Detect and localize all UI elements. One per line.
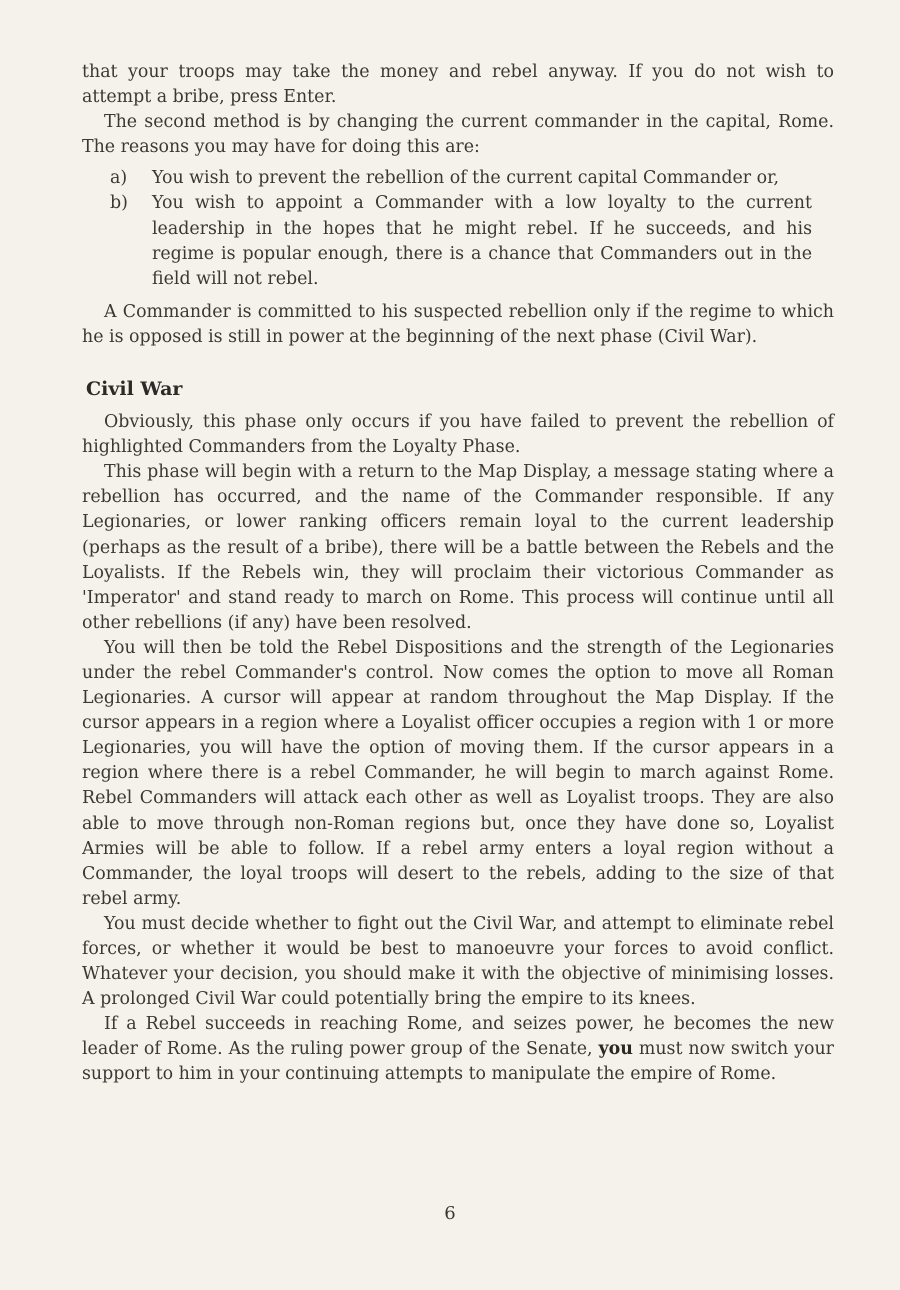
paragraph-rebel-succeeds-start: If a Rebel succeeds in reaching Rome, and seizes power, he becomes the new leader of Rome. As the ruling power group of the Senate, — [82, 1014, 834, 1060]
paragraph-commitment: A Commander is committed to his suspected rebellion only if the regime to which he is opposed is still in power at the beginning of the next phase (Civil War). — [82, 301, 834, 347]
emphasis-you: you — [598, 1039, 633, 1060]
list-item-text: You wish to prevent the rebellion of the current capital Commander or, — [152, 168, 780, 189]
list-item-text: You wish to appoint a Commander with a low loyalty to the current leadership in the hopes that he might rebel. If he succeeds, and his regime is popular enough, there is a chance that Commanders out in the field will not rebel. — [152, 193, 812, 289]
paragraph-civil-war-intro: Obviously, this phase only occurs if you have failed to prevent the rebellion of highlighted Commanders from the Loyalty Phase. — [82, 412, 834, 458]
reasons-list — [82, 166, 834, 291]
paragraph-bribe: that your troops may take the money and rebel anyway. If you do not wish to attempt a bribe, press Enter. — [82, 62, 834, 108]
paragraph-rebel-succeeds-end: must now switch your support to him in your continuing attempts to manipulate the empire of Rome. — [82, 1039, 834, 1085]
section-heading-civil-war: Civil War — [86, 378, 183, 401]
list-item — [82, 191, 834, 291]
list-marker: a) — [110, 168, 128, 189]
paragraph-decision: You must decide whether to fight out the Civil War, and attempt to eliminate rebel forces, or whether it would be best to manoeuvre your forces to avoid conflict. Whatever your decision, you should make it with the objective of minimising losses. A prolonged Civil War could potentially bring the empire to its knees. — [82, 913, 834, 1010]
page-number: 6 — [444, 1203, 456, 1224]
list-marker: b) — [110, 193, 128, 214]
paragraph-second-method: The second method is by changing the current commander in the capital, Rome. The reasons you may have for doing this are: — [82, 112, 834, 158]
paragraph-map-display: This phase will begin with a return to the Map Display, a message stating where a rebellion has occurred, and the name of the Commander responsible. If any Legionaries, or lower ranking officers remain loyal to the current leadership (perhaps as the result of a bribe), there will be a battle between the Rebels and the Loyalists. If the Rebels win, they will proclaim their victorious Commander as 'Imperator' and stand ready to march on Rome. This process will continue until all other rebellions (if any) have been resolved. — [82, 462, 834, 633]
paragraph-rebel-dispositions: You will then be told the Rebel Dispositions and the strength of the Legionaries under the rebel Commander's control. Now comes the option to move all Roman Legionaries. A cursor will appear at random throughout the Map Display. If the cursor appears in a region where a Loyalist officer occupies a region with 1 or more Legionaries, you will have the option of moving them. If the cursor appears in a region where there is a rebel Commander, he will begin to march against Rome. Rebel Commanders will attack each other as well as Loyalist troops. They are also able to move through non-Roman regions but, once they have done so, Loyalist Armies will be able to follow. If a rebel army enters a loyal region without a Commander, the loyal troops will desert to the rebels, adding to the size of that rebel army. — [82, 637, 834, 909]
body-text — [82, 60, 834, 1088]
paragraph-rebel-succeeds — [82, 1012, 834, 1087]
list-item — [82, 166, 834, 191]
